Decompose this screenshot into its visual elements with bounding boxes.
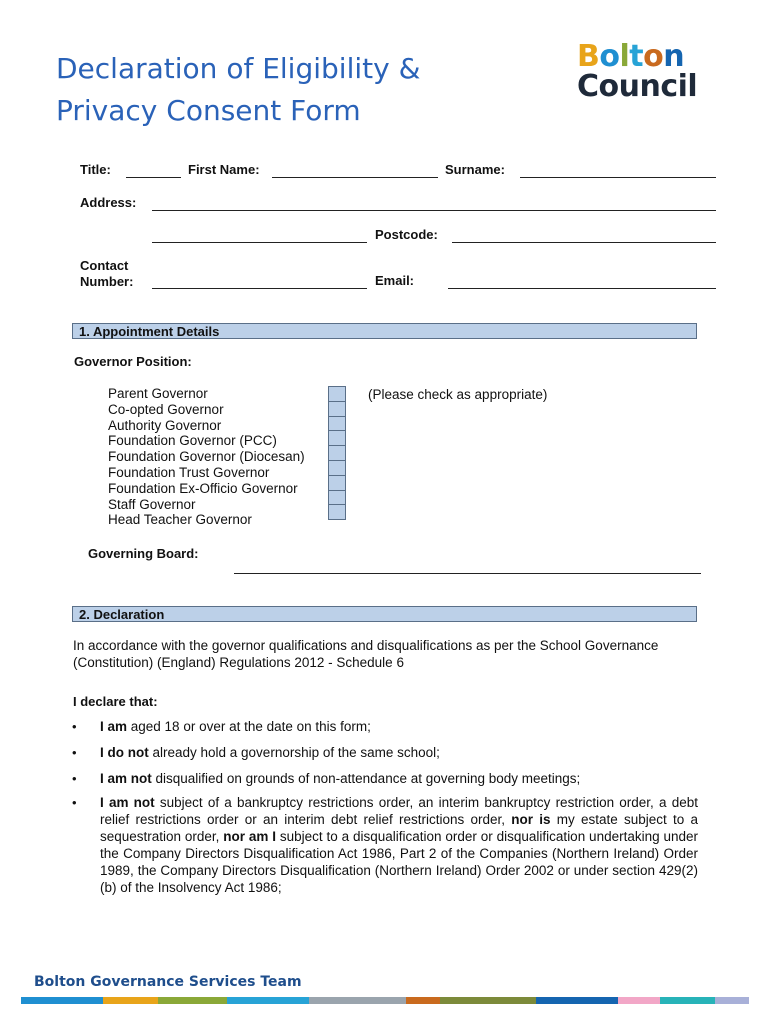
stripe-segment bbox=[440, 997, 536, 1004]
declaration-item-lead: I am bbox=[100, 719, 128, 734]
declaration-intro-line1: In accordance with the governor qualifications and disqualifications as per the School Governance bbox=[73, 638, 659, 653]
address-field-line2[interactable] bbox=[152, 242, 367, 243]
stripe-segment bbox=[21, 997, 103, 1004]
governor-position-checkbox[interactable] bbox=[328, 490, 346, 506]
governor-position-checkbox[interactable] bbox=[328, 504, 346, 520]
governor-position-checkbox[interactable] bbox=[328, 445, 346, 461]
contact-number-field[interactable] bbox=[152, 288, 367, 289]
declaration-item bbox=[100, 770, 698, 787]
declaration-item-lead: I do not bbox=[100, 745, 149, 760]
footer-color-stripe bbox=[21, 997, 749, 1004]
bullet-icon: • bbox=[72, 719, 77, 734]
stripe-segment bbox=[158, 997, 227, 1004]
governor-position-checkbox[interactable] bbox=[328, 386, 346, 402]
governor-position-checkbox[interactable] bbox=[328, 401, 346, 417]
check-note: (Please check as appropriate) bbox=[368, 387, 548, 402]
declaration-item-4-bold3: nor am I bbox=[223, 829, 277, 844]
governor-position-option: Foundation Ex-Officio Governor bbox=[108, 480, 298, 496]
contact-label-line2: Number: bbox=[80, 274, 134, 289]
form-title-line1: Declaration of Eligibility & bbox=[56, 52, 421, 85]
governor-position-option: Authority Governor bbox=[108, 417, 222, 433]
governor-position-list bbox=[108, 386, 305, 528]
contact-number-label bbox=[80, 258, 133, 290]
governor-position-checkbox[interactable] bbox=[328, 430, 346, 446]
governor-position-option: Staff Governor bbox=[108, 496, 196, 512]
governor-position-option: Foundation Governor (Diocesan) bbox=[108, 449, 305, 465]
logo-letter: n bbox=[663, 39, 685, 74]
logo-letter: o bbox=[643, 39, 664, 74]
bullet-icon: • bbox=[72, 795, 77, 810]
email-field[interactable] bbox=[448, 288, 716, 289]
declaration-item-text: already hold a governorship of the same school; bbox=[148, 745, 440, 760]
postcode-field[interactable] bbox=[452, 242, 716, 243]
declaration-intro-line2: (Constitution) (England) Regulations 2012 - Schedule 6 bbox=[73, 655, 404, 670]
declaration-item-4-bold2: nor is bbox=[511, 812, 551, 827]
contact-label-line1: Contact bbox=[80, 258, 129, 273]
governor-position-checkbox[interactable] bbox=[328, 460, 346, 476]
declaration-item-text: disqualified on grounds of non-attendance at governing body meetings; bbox=[151, 771, 581, 786]
form-title-line2: Privacy Consent Form bbox=[56, 94, 361, 127]
governor-position-checkbox[interactable] bbox=[328, 475, 346, 491]
governor-position-option: Co-opted Governor bbox=[108, 401, 224, 417]
surname-field[interactable] bbox=[520, 177, 716, 178]
governor-position-label: Governor Position: bbox=[74, 354, 192, 369]
form-title bbox=[56, 48, 420, 132]
stripe-segment bbox=[309, 997, 405, 1004]
governing-board-label: Governing Board: bbox=[88, 546, 199, 561]
stripe-segment bbox=[406, 997, 440, 1004]
stripe-segment bbox=[103, 997, 158, 1004]
governing-board-field[interactable] bbox=[234, 573, 701, 574]
stripe-segment bbox=[715, 997, 749, 1004]
declaration-item-lead: I am not bbox=[100, 771, 152, 786]
logo-letter: t bbox=[629, 39, 644, 74]
declaration-item-4-part2: my estate subject to a sequestration order, bbox=[100, 812, 698, 844]
logo-letter: B bbox=[577, 39, 600, 74]
address-field-line1[interactable] bbox=[152, 210, 716, 211]
declaration-item-4-part3: subject to a disqualification order or disqualification undertaking under the Company Directors Disqualification Act 1986, Part 2 of the Companies (Northern Ireland) Order 1989, the Company Directors Disqualification (Northern Ireland) Order 2002 or under section 429(2)(b) of the Insolvency Act 1986; bbox=[100, 829, 698, 895]
surname-label: Surname: bbox=[445, 162, 505, 177]
postcode-label: Postcode: bbox=[375, 227, 438, 242]
declaration-item bbox=[100, 744, 698, 761]
first-name-label: First Name: bbox=[188, 162, 260, 177]
logo-letter: o bbox=[599, 39, 620, 74]
declaration-item-4 bbox=[100, 794, 698, 896]
governor-position-option: Foundation Governor (PCC) bbox=[108, 433, 277, 449]
title-label: Title: bbox=[80, 162, 111, 177]
section-appointment-details-header: 1. Appointment Details bbox=[72, 323, 697, 339]
email-label: Email: bbox=[375, 273, 415, 288]
governor-position-option: Parent Governor bbox=[108, 386, 208, 401]
section-declaration-header: 2. Declaration bbox=[72, 606, 697, 622]
stripe-segment bbox=[536, 997, 618, 1004]
stripe-segment bbox=[618, 997, 659, 1004]
declaration-item-4-lead: I am not bbox=[100, 795, 155, 810]
declaration-intro bbox=[73, 637, 703, 671]
logo-line2: Council bbox=[577, 69, 698, 104]
title-field[interactable] bbox=[126, 177, 181, 178]
bullet-icon: • bbox=[72, 745, 77, 760]
stripe-segment bbox=[227, 997, 309, 1004]
address-label: Address: bbox=[80, 195, 137, 210]
bolton-council-logo bbox=[577, 39, 707, 104]
bullet-icon: • bbox=[72, 771, 77, 786]
governor-position-option: Head Teacher Governor bbox=[108, 512, 252, 528]
declaration-item bbox=[100, 718, 698, 735]
declaration-item-text: aged 18 or over at the date on this form; bbox=[127, 719, 371, 734]
declaration-item-4-part1: subject of a bankruptcy restrictions order, an interim bankruptcy restriction order, a debt relief restrictions order or an interim debt relief restrictions order, bbox=[100, 795, 698, 827]
footer-team-name: Bolton Governance Services Team bbox=[34, 974, 302, 990]
first-name-field[interactable] bbox=[272, 177, 438, 178]
stripe-segment bbox=[660, 997, 715, 1004]
governor-position-checkboxes bbox=[328, 386, 346, 520]
governor-position-option: Foundation Trust Governor bbox=[108, 464, 270, 480]
governor-position-checkbox[interactable] bbox=[328, 416, 346, 432]
logo-letter: l bbox=[619, 39, 630, 74]
logo-line1 bbox=[577, 39, 707, 74]
declare-label: I declare that: bbox=[73, 694, 158, 709]
